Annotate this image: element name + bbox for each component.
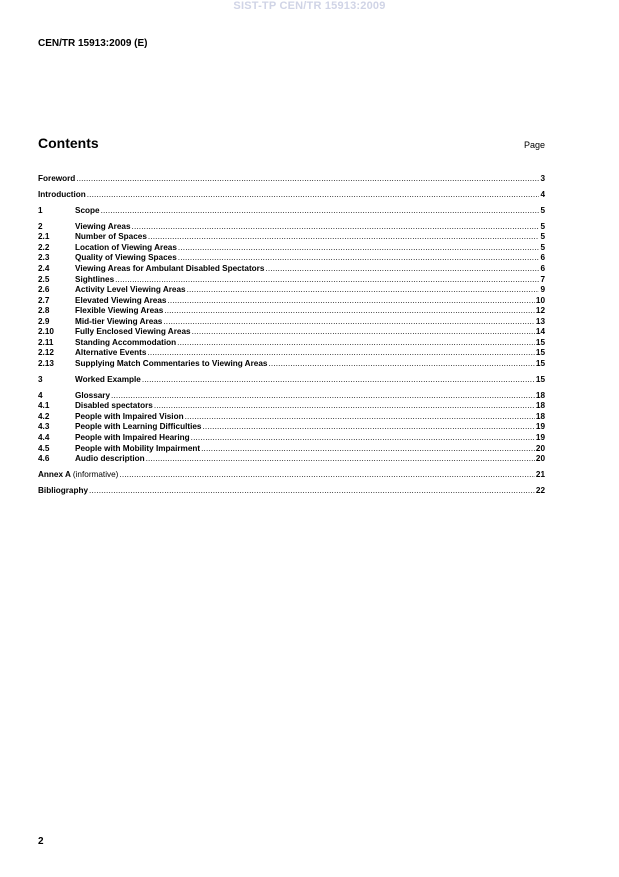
toc-entry-title-text: People with Mobility Impairment <box>75 443 201 453</box>
toc-entry-page: 15 <box>535 348 545 358</box>
toc-entry[interactable] <box>38 306 545 317</box>
toc-entry-title <box>38 470 118 481</box>
toc-entry-title <box>75 264 264 275</box>
toc-dot-leader <box>111 391 535 402</box>
toc-entry[interactable] <box>38 174 545 185</box>
toc-entry-title-text: Viewing Areas for Ambulant Disabled Spectators <box>75 264 265 273</box>
toc-entry-number: 4.1 <box>38 401 50 411</box>
toc-entry-number: 2.13 <box>38 358 54 368</box>
toc-entry-title-text: Sightlines <box>75 274 115 284</box>
toc-entry-title <box>75 444 200 455</box>
page-column-label: Page <box>523 140 545 150</box>
toc-entry[interactable] <box>38 275 545 286</box>
toc-entry[interactable] <box>38 454 545 465</box>
toc-entry-page: 19 <box>535 422 545 432</box>
toc-entry-page: 7 <box>540 274 545 284</box>
toc-entry-page: 22 <box>535 485 545 495</box>
toc-entry-page: 20 <box>535 443 545 453</box>
toc-entry-title-text: Number of Spaces <box>75 232 147 242</box>
toc-entry-title <box>75 296 166 307</box>
toc-entry-page: 5 <box>540 205 545 215</box>
toc-entry-number: 3 <box>38 374 43 384</box>
toc-entry-number: 2.12 <box>38 348 54 358</box>
toc-entry-title-text: Annex A <box>38 470 71 480</box>
toc-entry-title-text: Disabled spectators <box>75 401 153 411</box>
toc-entry-page: 5 <box>540 221 545 231</box>
toc-entry-title <box>75 285 186 296</box>
toc-entry-number: 2.6 <box>38 285 50 295</box>
toc-entry-number: 2.10 <box>38 327 54 337</box>
toc-entry-title <box>75 275 114 286</box>
toc-entry[interactable] <box>38 317 545 328</box>
toc-entry-title <box>75 253 177 264</box>
toc-dot-leader <box>164 306 535 317</box>
toc-entry-title-text: Quality of Viewing Spaces <box>75 253 177 263</box>
toc-entry-page: 9 <box>540 285 545 295</box>
toc-entry-page: 18 <box>535 390 545 400</box>
toc-entry-title <box>75 306 163 317</box>
toc-entry-title <box>75 454 145 465</box>
toc-entry-number: 2.2 <box>38 242 50 252</box>
toc-entry[interactable] <box>38 253 545 264</box>
toc-entry[interactable] <box>38 433 545 444</box>
toc-entry[interactable] <box>38 338 545 349</box>
toc-entry-title-text: Elevated Viewing Areas <box>75 295 167 305</box>
toc-dot-leader <box>148 232 540 243</box>
toc-entry-number: 2.1 <box>38 232 50 242</box>
toc-dot-leader <box>101 206 540 217</box>
toc-entry[interactable] <box>38 375 545 386</box>
toc-entry-number: 2.5 <box>38 274 50 284</box>
toc-entry-title-text: Supplying Match Commentaries to Viewing Areas <box>75 358 268 368</box>
toc-entry-title <box>75 327 191 338</box>
toc-dot-leader <box>187 285 540 296</box>
toc-entry-title-text: Activity Level Viewing Areas <box>75 285 186 295</box>
toc-entry-page: 18 <box>535 401 545 411</box>
toc-entry-title-text: Foreword <box>38 174 76 183</box>
toc-dot-leader <box>87 190 540 201</box>
toc-entry-page: 14 <box>535 327 545 337</box>
toc-entry[interactable] <box>38 285 545 296</box>
toc-entry[interactable] <box>38 296 545 307</box>
toc-dot-leader <box>167 296 534 307</box>
toc-entry-number: 2.9 <box>38 316 50 326</box>
toc-entry[interactable] <box>38 412 545 423</box>
toc-entry-page: 20 <box>535 454 545 464</box>
toc-dot-leader <box>191 433 535 444</box>
toc-entry[interactable] <box>38 486 545 497</box>
toc-entry-number: 4.2 <box>38 411 50 421</box>
toc-entry-title-text: Fully Enclosed Viewing Areas <box>75 327 191 337</box>
toc-entry-title-text: Mid-tier Viewing Areas <box>75 316 163 326</box>
table-of-contents <box>38 174 545 497</box>
toc-entry[interactable] <box>38 444 545 455</box>
page-number: 2 <box>38 836 44 847</box>
toc-entry[interactable] <box>38 422 545 433</box>
toc-entry-title <box>75 243 177 254</box>
toc-entry-page: 12 <box>535 306 545 316</box>
toc-entry-title-text: Alternative Events <box>75 348 147 358</box>
toc-entry-title <box>75 317 162 328</box>
toc-entry-title-text: Scope <box>75 205 100 215</box>
toc-dot-leader <box>146 454 535 465</box>
toc-entry-note: (informative) <box>72 470 119 480</box>
toc-entry-page: 10 <box>535 295 545 305</box>
toc-entry-page: 21 <box>535 470 545 480</box>
toc-entry-title-text: Glossary <box>75 390 111 400</box>
toc-entry-title <box>75 391 110 402</box>
toc-dot-leader <box>265 264 539 275</box>
toc-dot-leader <box>119 470 535 481</box>
toc-entry-page: 18 <box>535 411 545 421</box>
toc-entry-page: 15 <box>535 337 545 347</box>
toc-entry-title-text: People with Impaired Hearing <box>75 432 190 442</box>
toc-dot-leader <box>202 422 534 433</box>
toc-entry-page: 5 <box>540 232 545 242</box>
toc-entry-page: 15 <box>535 374 545 384</box>
toc-dot-leader <box>178 243 540 254</box>
toc-dot-leader <box>147 348 534 359</box>
toc-entry[interactable] <box>38 243 545 254</box>
toc-entry-page: 5 <box>540 242 545 252</box>
document-id: CEN/TR 15913:2009 (E) <box>38 38 148 49</box>
toc-entry-number: 4.4 <box>38 432 50 442</box>
toc-entry-title-text: Worked Example <box>75 374 141 384</box>
toc-dot-leader <box>185 412 535 423</box>
toc-dot-leader <box>177 338 535 349</box>
toc-entry[interactable] <box>38 190 545 201</box>
toc-entry[interactable] <box>38 264 545 275</box>
toc-entry-number: 2.7 <box>38 295 50 305</box>
toc-entry-title-text: Standing Accommodation <box>75 337 177 347</box>
toc-entry-number: 1 <box>38 205 43 215</box>
toc-entry-title-text: People with Impaired Vision <box>75 411 184 421</box>
toc-entry[interactable] <box>38 391 545 402</box>
toc-entry-title <box>75 338 176 349</box>
toc-entry-title-text: Viewing Areas <box>75 221 131 231</box>
toc-entry-title <box>75 348 146 359</box>
toc-entry[interactable] <box>38 359 545 370</box>
toc-entry-number: 2 <box>38 221 43 231</box>
toc-entry-number: 2.4 <box>38 264 50 273</box>
toc-entry-title <box>75 433 190 444</box>
toc-dot-leader <box>142 375 535 386</box>
toc-entry-title <box>75 401 153 412</box>
toc-entry-number: 4.5 <box>38 443 50 453</box>
toc-dot-leader <box>178 253 540 264</box>
toc-dot-leader <box>132 222 540 233</box>
toc-entry-title <box>75 222 131 233</box>
toc-dot-leader <box>268 359 534 370</box>
toc-entry-page: 3 <box>540 174 545 183</box>
toc-dot-leader <box>192 327 535 338</box>
toc-entry-title-text: Audio description <box>75 454 145 464</box>
toc-dot-leader <box>154 401 535 412</box>
toc-entry[interactable] <box>38 232 545 243</box>
toc-entry-title-text: Flexible Viewing Areas <box>75 306 164 316</box>
toc-entry-number: 4.6 <box>38 454 50 464</box>
toc-entry[interactable] <box>38 348 545 359</box>
watermark: SIST-TP CEN/TR 15913:2009 <box>233 0 386 12</box>
toc-entry[interactable] <box>38 470 545 481</box>
toc-entry[interactable] <box>38 222 545 233</box>
toc-entry-title <box>38 174 75 185</box>
toc-entry-number: 2.3 <box>38 253 50 263</box>
toc-entry-title <box>38 190 86 201</box>
toc-entry-title <box>38 486 88 497</box>
contents-title: Contents <box>38 135 99 151</box>
toc-entry-title-text: Introduction <box>38 189 86 199</box>
toc-entry[interactable] <box>38 327 545 338</box>
toc-entry-title-text: Bibliography <box>38 485 89 495</box>
toc-entry-page: 19 <box>535 432 545 442</box>
toc-entry-title-text: People with Learning Difficulties <box>75 422 202 432</box>
toc-entry-page: 6 <box>540 253 545 263</box>
toc-dot-leader <box>115 275 539 286</box>
toc-dot-leader <box>89 486 535 497</box>
toc-entry-number: 4.3 <box>38 422 50 432</box>
toc-entry-title <box>75 412 184 423</box>
toc-entry-page: 4 <box>540 189 545 199</box>
toc-entry-page: 13 <box>535 316 545 326</box>
toc-entry[interactable] <box>38 206 545 217</box>
toc-dot-leader <box>201 444 535 455</box>
toc-dot-leader <box>76 174 539 185</box>
toc-entry[interactable] <box>38 401 545 412</box>
toc-entry-page: 15 <box>535 358 545 368</box>
toc-entry-page: 6 <box>540 264 545 273</box>
toc-dot-leader <box>163 317 535 328</box>
toc-entry-title-text: Location of Viewing Areas <box>75 242 177 252</box>
toc-entry-title <box>75 206 100 217</box>
toc-entry-number: 2.8 <box>38 306 50 316</box>
toc-entry-number: 4 <box>38 390 43 400</box>
toc-entry-title <box>75 232 147 243</box>
toc-entry-title <box>75 375 141 386</box>
toc-entry-number: 2.11 <box>38 337 54 347</box>
toc-entry-title <box>75 422 201 433</box>
toc-entry-title <box>75 359 267 370</box>
